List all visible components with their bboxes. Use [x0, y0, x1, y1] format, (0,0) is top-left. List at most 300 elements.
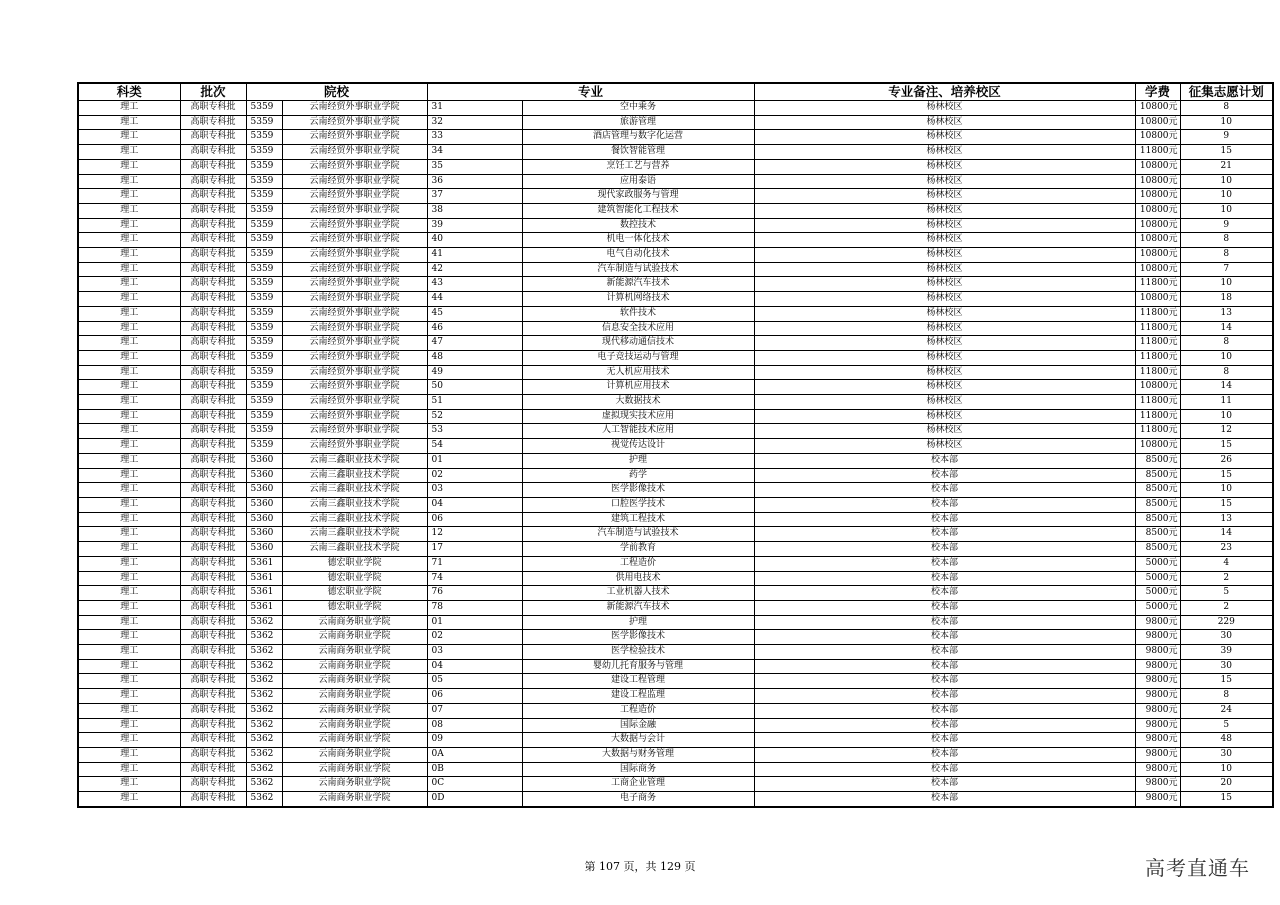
- cell-school-code: 5359: [246, 262, 282, 277]
- cell-major-code: 45: [427, 306, 522, 321]
- cell-school-name: 德宏职业学院: [282, 600, 427, 615]
- cell-plan: 15: [1180, 145, 1273, 160]
- cell-plan: 10: [1180, 350, 1273, 365]
- cell-school-name: 云南商务职业学院: [282, 733, 427, 748]
- cell-fee: 10800元: [1135, 248, 1180, 263]
- table-row: [78, 292, 1273, 307]
- cell-major-name: 视觉传达设计: [522, 439, 754, 454]
- cell-category: 理工: [78, 703, 180, 718]
- cell-major-name: 工程造价: [522, 556, 754, 571]
- cell-fee: 10800元: [1135, 189, 1180, 204]
- cell-fee: 11800元: [1135, 350, 1180, 365]
- cell-major-name: 建筑智能化工程技术: [522, 203, 754, 218]
- table-row: [78, 262, 1273, 277]
- cell-note: 校本部: [754, 733, 1135, 748]
- cell-major-name: 电子商务: [522, 792, 754, 807]
- cell-major-name: 烹饪工艺与营养: [522, 159, 754, 174]
- cell-major-name: 虚拟现实技术应用: [522, 409, 754, 424]
- cell-plan: 15: [1180, 497, 1273, 512]
- cell-school-name: 云南经贸外事职业学院: [282, 218, 427, 233]
- cell-fee: 10800元: [1135, 130, 1180, 145]
- header-major: 专业: [427, 83, 754, 101]
- cell-plan: 13: [1180, 512, 1273, 527]
- cell-note: 杨林校区: [754, 336, 1135, 351]
- cell-school-name: 云南三鑫职业技术学院: [282, 483, 427, 498]
- cell-category: 理工: [78, 101, 180, 116]
- cell-plan: 10: [1180, 409, 1273, 424]
- cell-category: 理工: [78, 468, 180, 483]
- cell-school-code: 5359: [246, 218, 282, 233]
- cell-major-name: 空中乘务: [522, 101, 754, 116]
- table-row: [78, 453, 1273, 468]
- cell-school-code: 5360: [246, 527, 282, 542]
- cell-major-name: 旅游管理: [522, 115, 754, 130]
- cell-major-code: 09: [427, 733, 522, 748]
- cell-major-code: 0A: [427, 747, 522, 762]
- cell-category: 理工: [78, 248, 180, 263]
- cell-note: 校本部: [754, 542, 1135, 557]
- table-row: [78, 248, 1273, 263]
- cell-batch: 高职专科批: [180, 380, 246, 395]
- cell-batch: 高职专科批: [180, 600, 246, 615]
- cell-major-code: 12: [427, 527, 522, 542]
- cell-major-name: 汽车制造与试验技术: [522, 527, 754, 542]
- cell-school-code: 5359: [246, 189, 282, 204]
- cell-plan: 10: [1180, 203, 1273, 218]
- cell-batch: 高职专科批: [180, 718, 246, 733]
- cell-plan: 14: [1180, 527, 1273, 542]
- table-row: [78, 115, 1273, 130]
- cell-batch: 高职专科批: [180, 630, 246, 645]
- cell-school-name: 德宏职业学院: [282, 586, 427, 601]
- cell-note: 杨林校区: [754, 439, 1135, 454]
- table-row: [78, 586, 1273, 601]
- cell-major-code: 42: [427, 262, 522, 277]
- cell-school-code: 5361: [246, 556, 282, 571]
- cell-major-name: 计算机应用技术: [522, 380, 754, 395]
- cell-category: 理工: [78, 586, 180, 601]
- cell-major-code: 03: [427, 645, 522, 660]
- cell-category: 理工: [78, 527, 180, 542]
- cell-plan: 8: [1180, 336, 1273, 351]
- cell-major-code: 78: [427, 600, 522, 615]
- cell-category: 理工: [78, 189, 180, 204]
- cell-fee: 9800元: [1135, 659, 1180, 674]
- cell-school-name: 云南商务职业学院: [282, 762, 427, 777]
- cell-batch: 高职专科批: [180, 321, 246, 336]
- cell-school-name: 云南经贸外事职业学院: [282, 101, 427, 116]
- cell-school-name: 云南三鑫职业技术学院: [282, 468, 427, 483]
- cell-category: 理工: [78, 233, 180, 248]
- cell-batch: 高职专科批: [180, 542, 246, 557]
- cell-school-code: 5362: [246, 762, 282, 777]
- cell-major-name: 汽车制造与试验技术: [522, 262, 754, 277]
- table-row: [78, 792, 1273, 807]
- cell-batch: 高职专科批: [180, 733, 246, 748]
- table-header-row: [78, 83, 1273, 101]
- cell-school-code: 5362: [246, 689, 282, 704]
- cell-major-name: 婴幼儿托育服务与管理: [522, 659, 754, 674]
- table-row: [78, 306, 1273, 321]
- cell-school-name: 云南经贸外事职业学院: [282, 321, 427, 336]
- cell-category: 理工: [78, 439, 180, 454]
- cell-fee: 11800元: [1135, 321, 1180, 336]
- cell-plan: 10: [1180, 115, 1273, 130]
- cell-category: 理工: [78, 145, 180, 160]
- cell-school-name: 云南经贸外事职业学院: [282, 189, 427, 204]
- cell-batch: 高职专科批: [180, 350, 246, 365]
- table-row: [78, 468, 1273, 483]
- cell-category: 理工: [78, 733, 180, 748]
- cell-category: 理工: [78, 497, 180, 512]
- cell-plan: 48: [1180, 733, 1273, 748]
- cell-fee: 10800元: [1135, 380, 1180, 395]
- cell-school-code: 5359: [246, 439, 282, 454]
- cell-school-name: 云南经贸外事职业学院: [282, 409, 427, 424]
- cell-batch: 高职专科批: [180, 777, 246, 792]
- cell-note: 校本部: [754, 586, 1135, 601]
- cell-major-code: 32: [427, 115, 522, 130]
- cell-category: 理工: [78, 645, 180, 660]
- cell-major-name: 机电一体化技术: [522, 233, 754, 248]
- table-row: [78, 101, 1273, 116]
- cell-fee: 8500元: [1135, 527, 1180, 542]
- cell-batch: 高职专科批: [180, 689, 246, 704]
- cell-note: 杨林校区: [754, 306, 1135, 321]
- cell-fee: 11800元: [1135, 395, 1180, 410]
- cell-note: 杨林校区: [754, 409, 1135, 424]
- cell-major-code: 0D: [427, 792, 522, 807]
- cell-school-code: 5359: [246, 248, 282, 263]
- cell-major-name: 医学影像技术: [522, 630, 754, 645]
- cell-major-name: 大数据与会计: [522, 733, 754, 748]
- cell-batch: 高职专科批: [180, 248, 246, 263]
- cell-school-code: 5362: [246, 645, 282, 660]
- cell-batch: 高职专科批: [180, 645, 246, 660]
- cell-school-code: 5359: [246, 277, 282, 292]
- cell-batch: 高职专科批: [180, 292, 246, 307]
- table-row: [78, 130, 1273, 145]
- cell-plan: 15: [1180, 439, 1273, 454]
- cell-category: 理工: [78, 571, 180, 586]
- cell-major-code: 34: [427, 145, 522, 160]
- cell-plan: 30: [1180, 659, 1273, 674]
- cell-plan: 8: [1180, 101, 1273, 116]
- cell-major-name: 现代移动通信技术: [522, 336, 754, 351]
- cell-major-code: 03: [427, 483, 522, 498]
- cell-school-name: 德宏职业学院: [282, 556, 427, 571]
- cell-school-code: 5359: [246, 350, 282, 365]
- cell-plan: 8: [1180, 248, 1273, 263]
- cell-plan: 21: [1180, 159, 1273, 174]
- cell-note: 杨林校区: [754, 189, 1135, 204]
- cell-school-name: 云南商务职业学院: [282, 615, 427, 630]
- cell-plan: 10: [1180, 277, 1273, 292]
- cell-category: 理工: [78, 395, 180, 410]
- cell-category: 理工: [78, 321, 180, 336]
- table-row: [78, 439, 1273, 454]
- cell-major-code: 04: [427, 659, 522, 674]
- cell-fee: 5000元: [1135, 556, 1180, 571]
- cell-school-code: 5360: [246, 453, 282, 468]
- cell-major-name: 新能源汽车技术: [522, 277, 754, 292]
- cell-school-name: 云南商务职业学院: [282, 674, 427, 689]
- cell-school-name: 云南经贸外事职业学院: [282, 248, 427, 263]
- cell-school-name: 云南经贸外事职业学院: [282, 159, 427, 174]
- table-row: [78, 218, 1273, 233]
- cell-note: 校本部: [754, 703, 1135, 718]
- table-row: [78, 600, 1273, 615]
- cell-plan: 229: [1180, 615, 1273, 630]
- cell-fee: 5000元: [1135, 600, 1180, 615]
- cell-school-name: 云南经贸外事职业学院: [282, 424, 427, 439]
- cell-fee: 8500元: [1135, 453, 1180, 468]
- cell-plan: 23: [1180, 542, 1273, 557]
- cell-school-code: 5362: [246, 659, 282, 674]
- cell-plan: 2: [1180, 571, 1273, 586]
- cell-note: 校本部: [754, 483, 1135, 498]
- table-row: [78, 615, 1273, 630]
- cell-school-code: 5362: [246, 733, 282, 748]
- cell-category: 理工: [78, 292, 180, 307]
- table-row: [78, 718, 1273, 733]
- cell-note: 杨林校区: [754, 248, 1135, 263]
- table-row: [78, 527, 1273, 542]
- cell-major-name: 电气自动化技术: [522, 248, 754, 263]
- cell-major-name: 电子竞技运动与管理: [522, 350, 754, 365]
- cell-note: 校本部: [754, 615, 1135, 630]
- cell-school-name: 云南经贸外事职业学院: [282, 350, 427, 365]
- header-batch: 批次: [180, 83, 246, 101]
- cell-fee: 10800元: [1135, 218, 1180, 233]
- cell-fee: 10800元: [1135, 262, 1180, 277]
- cell-category: 理工: [78, 262, 180, 277]
- cell-major-code: 52: [427, 409, 522, 424]
- cell-category: 理工: [78, 203, 180, 218]
- cell-category: 理工: [78, 174, 180, 189]
- cell-fee: 9800元: [1135, 733, 1180, 748]
- cell-major-code: 40: [427, 233, 522, 248]
- cell-note: 校本部: [754, 674, 1135, 689]
- table-row: [78, 733, 1273, 748]
- cell-note: 杨林校区: [754, 350, 1135, 365]
- cell-category: 理工: [78, 483, 180, 498]
- cell-major-code: 46: [427, 321, 522, 336]
- admission-plan-table: [77, 82, 1274, 808]
- cell-school-code: 5359: [246, 130, 282, 145]
- cell-school-name: 云南经贸外事职业学院: [282, 277, 427, 292]
- cell-note: 杨林校区: [754, 115, 1135, 130]
- cell-school-code: 5359: [246, 115, 282, 130]
- cell-major-code: 07: [427, 703, 522, 718]
- cell-note: 杨林校区: [754, 218, 1135, 233]
- cell-major-code: 41: [427, 248, 522, 263]
- table-row: [78, 659, 1273, 674]
- cell-category: 理工: [78, 512, 180, 527]
- cell-fee: 9800元: [1135, 792, 1180, 807]
- cell-batch: 高职专科批: [180, 365, 246, 380]
- cell-note: 校本部: [754, 792, 1135, 807]
- cell-school-name: 云南经贸外事职业学院: [282, 439, 427, 454]
- cell-major-name: 数控技术: [522, 218, 754, 233]
- cell-school-name: 云南经贸外事职业学院: [282, 336, 427, 351]
- cell-batch: 高职专科批: [180, 277, 246, 292]
- cell-school-code: 5361: [246, 586, 282, 601]
- cell-school-code: 5360: [246, 483, 282, 498]
- table-row: [78, 777, 1273, 792]
- cell-plan: 8: [1180, 689, 1273, 704]
- cell-major-name: 国际商务: [522, 762, 754, 777]
- cell-batch: 高职专科批: [180, 792, 246, 807]
- cell-category: 理工: [78, 674, 180, 689]
- cell-plan: 8: [1180, 365, 1273, 380]
- cell-note: 杨林校区: [754, 262, 1135, 277]
- cell-school-name: 云南经贸外事职业学院: [282, 262, 427, 277]
- cell-major-code: 02: [427, 630, 522, 645]
- table-row: [78, 483, 1273, 498]
- cell-batch: 高职专科批: [180, 306, 246, 321]
- cell-school-code: 5359: [246, 424, 282, 439]
- cell-school-code: 5360: [246, 542, 282, 557]
- cell-note: 校本部: [754, 468, 1135, 483]
- cell-major-name: 护理: [522, 615, 754, 630]
- cell-note: 杨林校区: [754, 321, 1135, 336]
- cell-school-name: 云南商务职业学院: [282, 718, 427, 733]
- cell-school-name: 云南经贸外事职业学院: [282, 115, 427, 130]
- cell-major-code: 43: [427, 277, 522, 292]
- cell-category: 理工: [78, 409, 180, 424]
- cell-plan: 5: [1180, 586, 1273, 601]
- cell-fee: 9800元: [1135, 615, 1180, 630]
- cell-school-name: 云南经贸外事职业学院: [282, 174, 427, 189]
- cell-major-name: 酒店管理与数字化运营: [522, 130, 754, 145]
- cell-school-code: 5359: [246, 365, 282, 380]
- cell-batch: 高职专科批: [180, 659, 246, 674]
- cell-major-code: 17: [427, 542, 522, 557]
- cell-major-code: 06: [427, 689, 522, 704]
- cell-plan: 24: [1180, 703, 1273, 718]
- cell-school-name: 云南三鑫职业技术学院: [282, 527, 427, 542]
- cell-note: 校本部: [754, 453, 1135, 468]
- cell-note: 校本部: [754, 747, 1135, 762]
- cell-school-name: 云南商务职业学院: [282, 645, 427, 660]
- table-row: [78, 645, 1273, 660]
- cell-major-code: 08: [427, 718, 522, 733]
- cell-major-name: 大数据与财务管理: [522, 747, 754, 762]
- cell-plan: 18: [1180, 292, 1273, 307]
- cell-category: 理工: [78, 777, 180, 792]
- table-body: [78, 101, 1273, 807]
- cell-major-name: 新能源汽车技术: [522, 600, 754, 615]
- cell-category: 理工: [78, 556, 180, 571]
- table-row: [78, 542, 1273, 557]
- cell-category: 理工: [78, 218, 180, 233]
- cell-plan: 9: [1180, 218, 1273, 233]
- cell-major-name: 大数据技术: [522, 395, 754, 410]
- cell-fee: 11800元: [1135, 277, 1180, 292]
- table-row: [78, 336, 1273, 351]
- cell-fee: 9800元: [1135, 718, 1180, 733]
- cell-school-name: 云南经贸外事职业学院: [282, 145, 427, 160]
- cell-batch: 高职专科批: [180, 762, 246, 777]
- cell-plan: 20: [1180, 777, 1273, 792]
- cell-batch: 高职专科批: [180, 483, 246, 498]
- cell-school-name: 云南商务职业学院: [282, 703, 427, 718]
- cell-school-code: 5359: [246, 233, 282, 248]
- cell-note: 校本部: [754, 600, 1135, 615]
- cell-school-name: 云南商务职业学院: [282, 659, 427, 674]
- cell-note: 杨林校区: [754, 130, 1135, 145]
- table-row: [78, 174, 1273, 189]
- watermark-logo: 高考直通车: [1145, 856, 1250, 880]
- cell-fee: 11800元: [1135, 306, 1180, 321]
- header-category: 科类: [78, 83, 180, 101]
- cell-major-code: 48: [427, 350, 522, 365]
- cell-school-code: 5362: [246, 703, 282, 718]
- cell-fee: 10800元: [1135, 233, 1180, 248]
- cell-school-name: 云南商务职业学院: [282, 630, 427, 645]
- cell-major-name: 建筑工程技术: [522, 512, 754, 527]
- cell-note: 校本部: [754, 512, 1135, 527]
- cell-major-code: 0C: [427, 777, 522, 792]
- cell-batch: 高职专科批: [180, 262, 246, 277]
- table-row: [78, 512, 1273, 527]
- cell-note: 校本部: [754, 571, 1135, 586]
- cell-note: 校本部: [754, 556, 1135, 571]
- table-row: [78, 497, 1273, 512]
- cell-category: 理工: [78, 350, 180, 365]
- table-row: [78, 424, 1273, 439]
- cell-note: 校本部: [754, 718, 1135, 733]
- cell-plan: 2: [1180, 600, 1273, 615]
- cell-category: 理工: [78, 630, 180, 645]
- cell-major-code: 04: [427, 497, 522, 512]
- cell-note: 杨林校区: [754, 277, 1135, 292]
- cell-batch: 高职专科批: [180, 189, 246, 204]
- cell-category: 理工: [78, 747, 180, 762]
- cell-plan: 7: [1180, 262, 1273, 277]
- cell-batch: 高职专科批: [180, 145, 246, 160]
- cell-major-name: 医学检验技术: [522, 645, 754, 660]
- cell-batch: 高职专科批: [180, 556, 246, 571]
- cell-major-code: 01: [427, 453, 522, 468]
- cell-school-code: 5359: [246, 321, 282, 336]
- cell-school-code: 5360: [246, 468, 282, 483]
- cell-plan: 9: [1180, 130, 1273, 145]
- cell-major-code: 50: [427, 380, 522, 395]
- cell-category: 理工: [78, 130, 180, 145]
- cell-batch: 高职专科批: [180, 203, 246, 218]
- cell-major-name: 学前教育: [522, 542, 754, 557]
- cell-fee: 5000元: [1135, 586, 1180, 601]
- cell-plan: 14: [1180, 380, 1273, 395]
- cell-category: 理工: [78, 600, 180, 615]
- cell-fee: 10800元: [1135, 439, 1180, 454]
- cell-plan: 8: [1180, 233, 1273, 248]
- cell-fee: 10800元: [1135, 174, 1180, 189]
- cell-school-name: 云南商务职业学院: [282, 777, 427, 792]
- cell-fee: 9800元: [1135, 747, 1180, 762]
- cell-batch: 高职专科批: [180, 453, 246, 468]
- table-row: [78, 189, 1273, 204]
- cell-major-code: 49: [427, 365, 522, 380]
- cell-plan: 10: [1180, 762, 1273, 777]
- header-plan: 征集志愿计划: [1180, 83, 1273, 101]
- cell-batch: 高职专科批: [180, 674, 246, 689]
- cell-school-name: 云南经贸外事职业学院: [282, 203, 427, 218]
- table-row: [78, 277, 1273, 292]
- cell-category: 理工: [78, 115, 180, 130]
